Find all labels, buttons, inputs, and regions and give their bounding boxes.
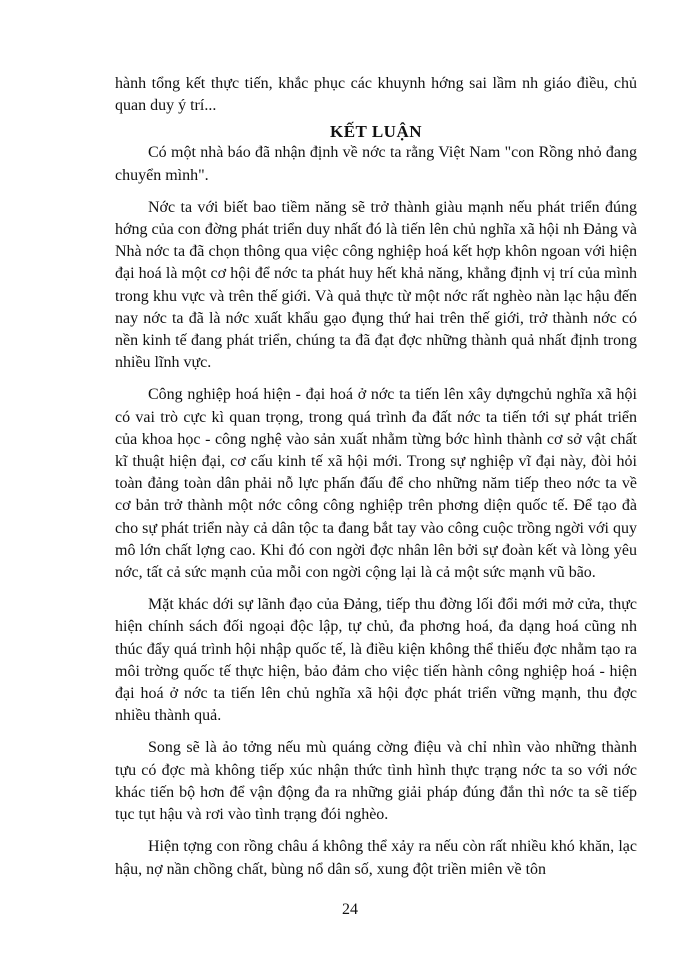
body-paragraph-2: Nớc ta với biết bao tiềm năng sẽ trở thành giàu mạnh nếu phát triển đúng hớng của con đờng phát triển duy nhất đó là tiến lên chủ nghĩa xã hội nh Đảng và Nhà nớc ta đã chọn thông qua việc công nghiệp hoá kết hợp khôn ngoan với hiện đại hoá là một cơ hội để nớc ta phát huy hết khả năng, khẳng định vị trí của mình trong khu vực và trên thế giới. Và quả thực từ một nớc rất nghèo nàn lạc hậu đến nay nớc ta đã là nớc xuất khẩu gạo đụng thứ hai trên thế giới, trở thành nớc có nền kinh tế đang phát triển, chúng ta đã đạt đợc những thành quả nhất định trong nhiều lĩnh vực.	[115, 198, 637, 372]
page-body	[115, 73, 637, 881]
body-paragraph-1: Có một nhà báo đã nhận định về nớc ta rằng Việt Nam "con Rồng nhỏ đang chuyển mình".	[115, 144, 637, 184]
body-paragraph-3: Công nghiệp hoá hiện - đại hoá ở nớc ta tiến lên xây dựngchủ nghĩa xã hội có vai trò cực kì quan trọng, trong quá trình đa đất nớc ta tiến tới sự phát triển của khoa học - công nghệ vào sản xuất nhằm từng bớc hình thành cơ sở vật chất kĩ thuật hiện đại, cơ cấu kinh tế xã hội mới. Trong sự nghiệp vĩ đại này, đòi hỏi toàn đảng toàn dân phải nỗ lực phấn đấu để cho những năm tiếp theo nớc ta về cơ bản trở thành một nớc công công nghiệp trên phơng diện quốc tế. Để tạo đà cho sự phát triển này cả dân tộc ta đang bắt tay vào công cuộc trồng ngời với quy mô lớn chất lợng cao. Khi đó con ngời đợc nhân lên bởi sự đoàn kết và lòng yêu nớc, tất cả sức mạnh của mỗi con ngời cộng lại là cả một sức mạnh vũ bão.	[115, 386, 637, 582]
intro-continuation-paragraph: hành tổng kết thực tiến, khắc phục các khuynh hớng sai lầm nh giáo điều, chủ quan duy ý trí...	[115, 75, 637, 115]
body-paragraph-5: Song sẽ là ảo tởng nếu mù quáng cờng điệu và chỉ nhìn vào những thành tựu có đợc mà không tiếp xúc nhận thức tình hình thực trạng nớc ta so với nớc khác tiến bộ hơn để vận động đa ra những giải pháp đúng đắn thì nớc ta sẽ tiếp tục tụt hậu và rơi vào tình trạng đói nghèo.	[115, 739, 637, 824]
body-paragraph-4: Mặt khác dới sự lãnh đạo của Đảng, tiếp thu đờng lối đổi mới mở cửa, thực hiện chính sách đối ngoại độc lập, tự chủ, đa phơng hoá, đa dạng hoá cũng nh thúc đẩy quá trình hội nhập quốc tế, là điều kiện không thể thiếu đợc nhằm tạo ra môi trờng quốc tế thực hiện, bảo đảm cho việc tiến hành công nghiệp hoá - hiện đại hoá ở nớc ta tiến lên chủ nghĩa xã hội đợc phát triển vững mạnh, thu đợc nhiều thành quả.	[115, 596, 637, 725]
page-number: 24	[342, 901, 358, 918]
body-paragraph-6: Hiện tợng con rồng châu á không thể xảy ra nếu còn rất nhiều khó khăn, lạc hậu, nợ nần chồng chất, bùng nổ dân số, xung đột triền miên về tôn	[115, 838, 637, 878]
section-title: KẾT LUẬN	[329, 122, 422, 142]
